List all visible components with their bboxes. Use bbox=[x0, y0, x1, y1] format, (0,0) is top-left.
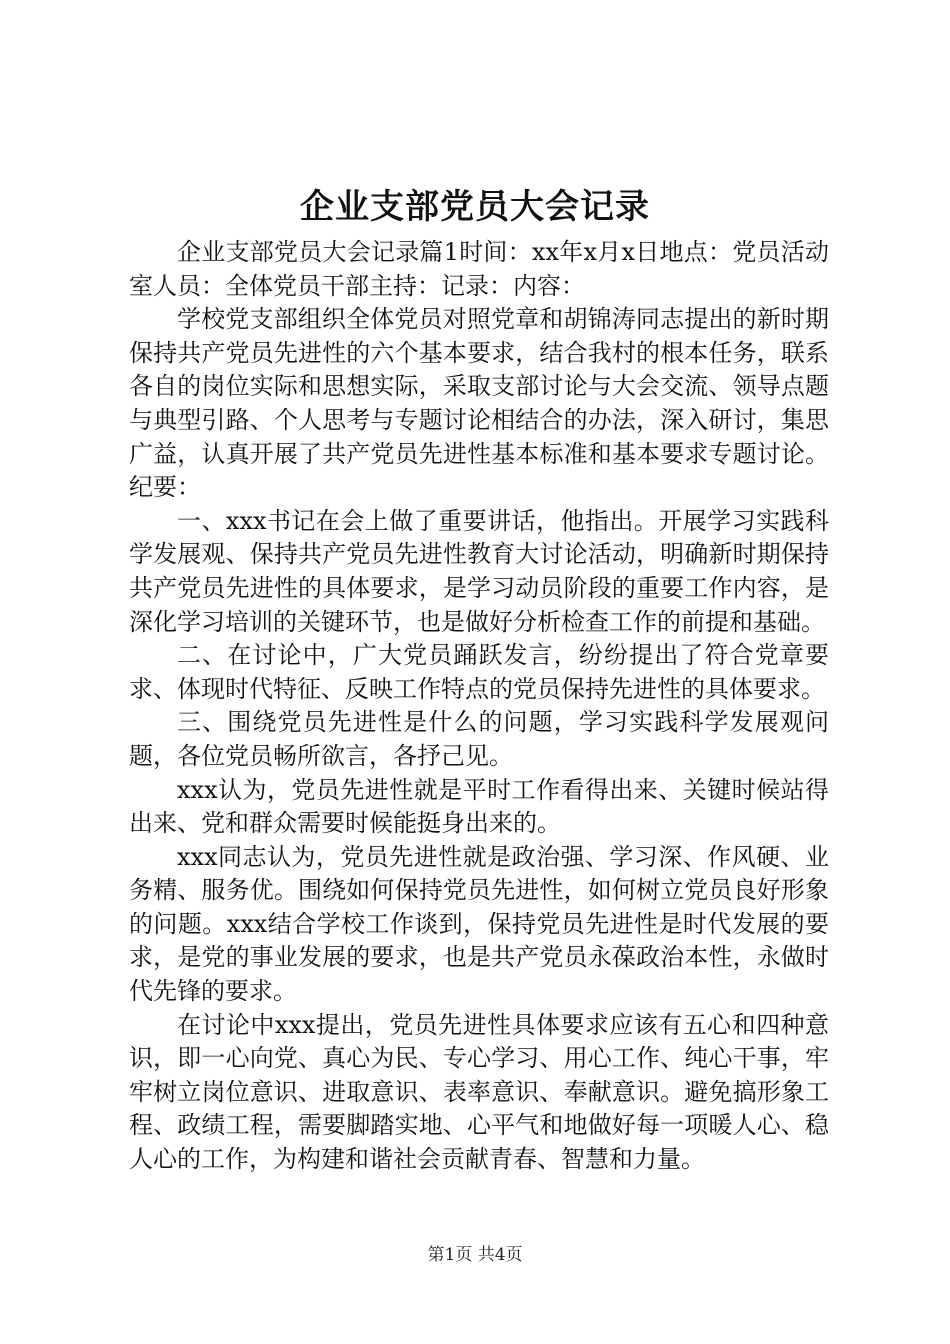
page-footer: 第1页 共4页 bbox=[427, 1245, 523, 1265]
paragraph: xxx同志认为，党员先进性就是政治强、学习深、作风硬、业务精、服务优。围绕如何保持党员先进性，如何树立党员良好形象的问题。xxx结合学校工作谈到，保持党员先进性是时代发展的要求，是党的事业发展的要求，也是共产党员永葆政治本性，永做时代先锋的要求。 bbox=[129, 842, 829, 1006]
paragraph: 二、在讨论中，广大党员踊跃发言，纷纷提出了符合党章要求、体现时代特征、反映工作特点的党员保持先进性的具体要求。 bbox=[129, 641, 829, 703]
paragraph: 企业支部党员大会记录篇1时间：xx年x月x日地点：党员活动室人员：全体党员干部主持：记录：内容： bbox=[129, 238, 829, 300]
paragraph: xxx认为，党员先进性就是平时工作看得出来、关键时候站得出来、党和群众需要时候能挺身出来的。 bbox=[129, 775, 829, 838]
document-body bbox=[129, 236, 829, 1177]
paragraph: 学校党支部组织全体党员对照党章和胡锦涛同志提出的新时期保持共产党员先进性的六个基本要求，结合我村的根本任务，联系各自的岗位实际和思想实际，采取支部讨论与大会交流、领导点题与典型引路、个人思考与专题讨论相结合的办法，深入研讨，集思广益，认真开展了共产党员先进性基本标准和基本要求专题讨论。纪要： bbox=[129, 305, 829, 502]
paragraph: 三、围绕党员先进性是什么的问题，学习实践科学发展观问题，各位党员畅所欲言，各抒己见。 bbox=[129, 708, 829, 770]
paragraph: 在讨论中xxx提出，党员先进性具体要求应该有五心和四种意识，即一心向党、真心为民、专心学习、用心工作、纯心干事，牢牢树立岗位意识、进取意识、表率意识、奉献意识。避免搞形象工程、政绩工程，需要脚踏实地、心平气和地做好每一项暖人心、稳人心的工作，为构建和谐社会贡献青春、智慧和力量。 bbox=[129, 1010, 829, 1174]
document-title: 企业支部党员大会记录 bbox=[300, 187, 650, 227]
paragraph: 一、xxx书记在会上做了重要讲话，他指出。开展学习实践科学发展观、保持共产党员先进性教育大讨论活动，明确新时期保持共产党员先进性的具体要求，是学习动员阶段的重要工作内容，是深化学习培训的关键环节，也是做好分析检查工作的前提和基础。 bbox=[129, 506, 829, 636]
